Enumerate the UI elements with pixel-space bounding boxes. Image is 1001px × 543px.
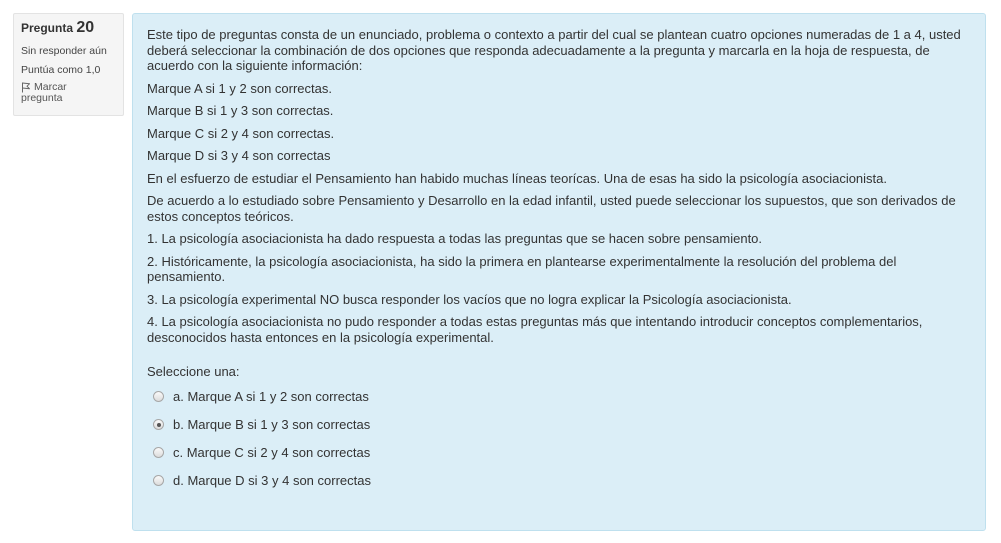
- question-number-value: 20: [76, 19, 95, 36]
- option-a-label[interactable]: a. Marque A si 1 y 2 son correctas: [173, 388, 369, 404]
- option-a-radio[interactable]: [153, 391, 164, 402]
- option-c[interactable]: [147, 439, 971, 467]
- option-d[interactable]: [147, 467, 971, 495]
- question-label: Pregunta: [21, 21, 74, 35]
- question-paragraph: Marque A si 1 y 2 son correctas.: [147, 80, 332, 96]
- question-paragraph: Marque D si 3 y 4 son correctas: [147, 148, 331, 163]
- question-paragraph: De acuerdo a lo estudiado sobre Pensamiento y Desarrollo en la edad infantil, usted puede seleccionar los supuestos, que son derivados de estos conceptos teóricos.: [147, 193, 956, 224]
- question-paragraph: 3. La psicología experimental NO busca responder los vacíos que no logra explicar la Psicología asociacionista.: [147, 291, 792, 307]
- option-d-label[interactable]: d. Marque D si 3 y 4 son correctas: [173, 472, 371, 488]
- answer-options: [147, 383, 971, 495]
- question-number: [21, 20, 116, 36]
- option-c-label[interactable]: c. Marque C si 2 y 4 son correctas: [173, 444, 371, 460]
- question-paragraph: Este tipo de preguntas consta de un enunciado, problema o contexto a partir del cual se plantean cuatro opciones numeradas de 1 a 4, usted deberá seleccionar la combinación de dos opciones que responda adecuadamente a la pregunta y marcarla en la hoja de respuesta, de acuerdo con la siguiente información:: [147, 27, 961, 73]
- option-d-radio[interactable]: [153, 475, 164, 486]
- option-b-radio[interactable]: [153, 419, 164, 430]
- question-paragraph: 2. Históricamente, la psicología asociacionista, ha sido la primera en plantearse experimentalmente la resolución del problema del pensamiento.: [147, 253, 897, 284]
- flag-label-line2: pregunta: [21, 92, 63, 104]
- flag-label-line1: Marcar: [34, 81, 67, 93]
- question-score: Puntúa como 1,0: [21, 64, 101, 76]
- question-paragraph: 4. La psicología asociacionista no pudo responder a todas estas preguntas más que intentando introducir conceptos complementarios, desconocidos hasta entonces en la psicología experimental.: [147, 314, 923, 345]
- question-paragraph: 1. La psicología asociacionista ha dado respuesta a todas las preguntas que se hacen sobre pensamiento.: [147, 231, 763, 246]
- question-paragraph: Marque B si 1 y 3 son correctas.: [147, 103, 334, 118]
- question-content: [132, 13, 986, 531]
- option-b-label[interactable]: b. Marque B si 1 y 3 son correctas: [173, 416, 371, 432]
- option-c-radio[interactable]: [153, 447, 164, 458]
- question-text: [147, 27, 971, 345]
- question-paragraph: En el esfuerzo de estudiar el Pensamiento han habido muchas líneas teorícas. Una de esas ha sido la psicología asociacionista.: [147, 170, 888, 186]
- question-info-panel: [13, 13, 124, 116]
- question-paragraph: Marque C si 2 y 4 son correctas.: [147, 125, 335, 141]
- option-a[interactable]: [147, 383, 971, 411]
- option-b[interactable]: [147, 411, 971, 439]
- flag-question-link[interactable]: [21, 82, 116, 104]
- question-status: Sin responder aún: [21, 45, 107, 57]
- answer-prompt: Seleccione una:: [147, 364, 240, 379]
